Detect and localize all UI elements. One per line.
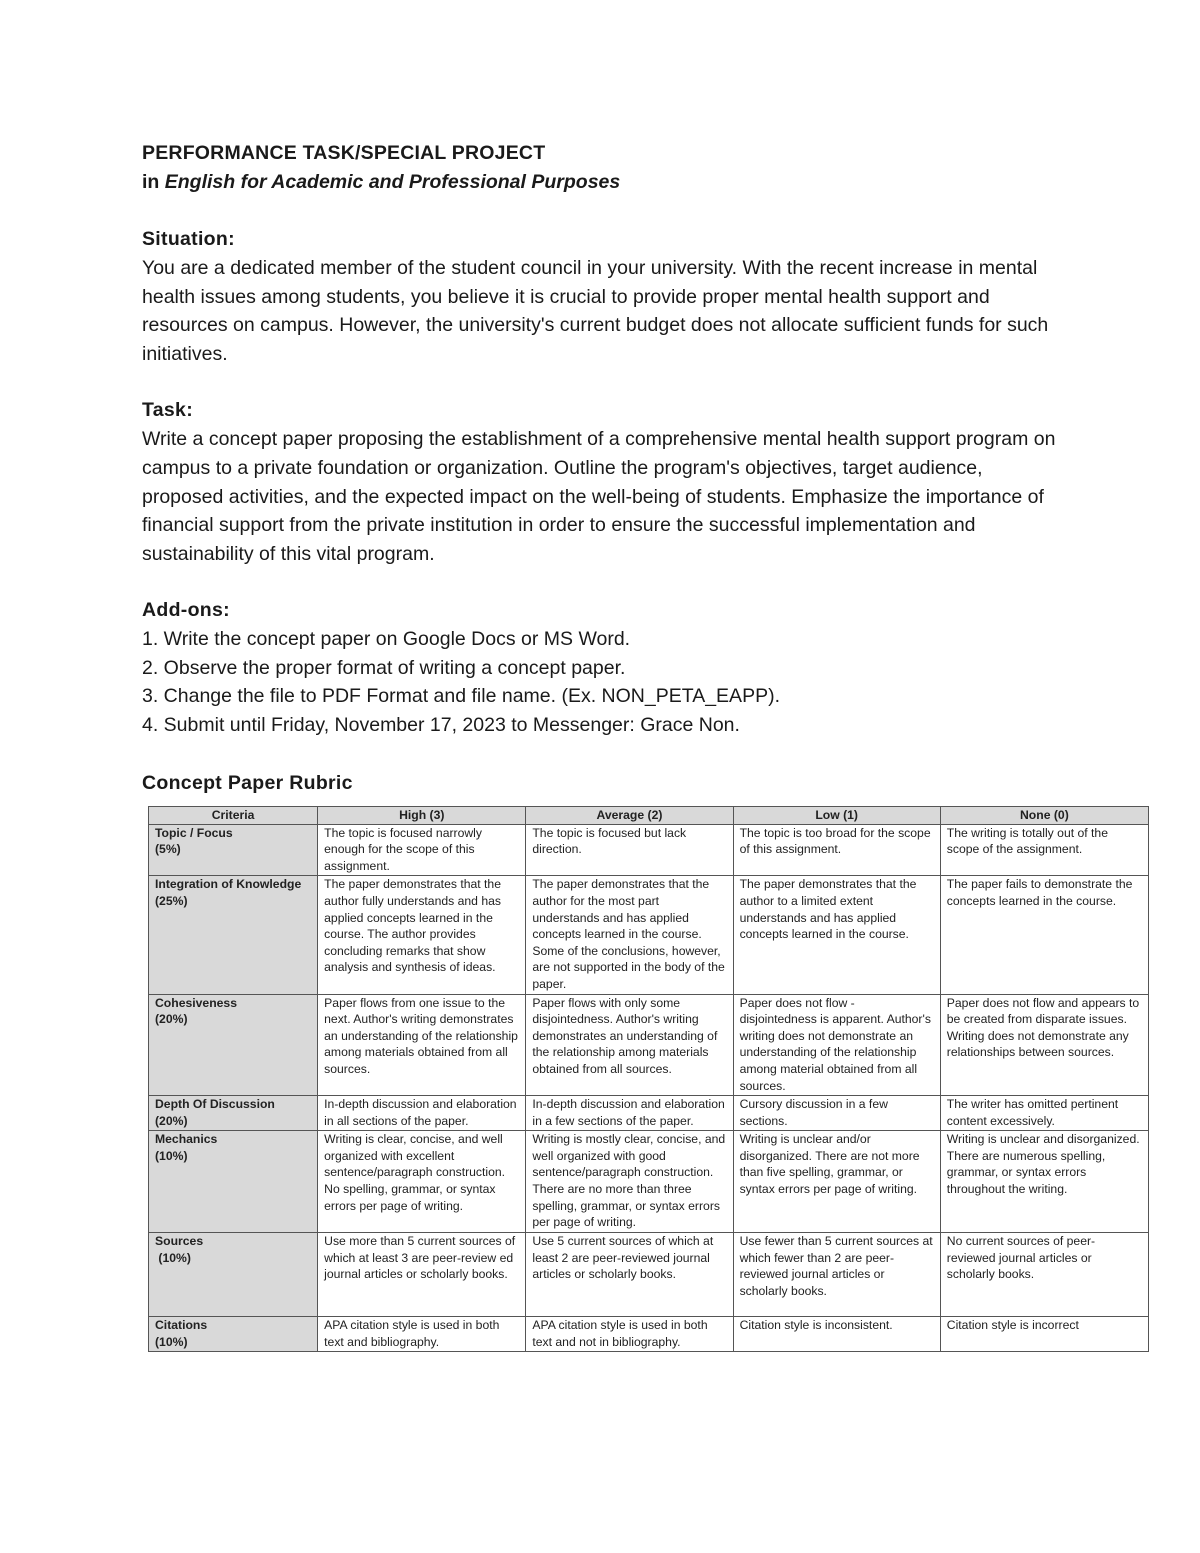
criteria-weight: (20%): [155, 1113, 188, 1128]
high-cell: Writing is clear, concise, and well organized with excellent sentence/paragraph construction. No spelling, grammar, or syntax errors per page of writing.: [318, 1131, 526, 1233]
low-cell: Writing is unclear and/or disorganized. There are not more than five spelling, grammar, or syntax errors per page of writing.: [733, 1131, 940, 1233]
situation-heading: Situation:: [142, 228, 235, 250]
rubric-title: Concept Paper Rubric: [142, 772, 353, 795]
header-average: Average (2): [526, 807, 733, 825]
criteria-cell: [149, 876, 318, 994]
rubric-header-row: [149, 807, 1149, 825]
none-cell: The writing is totally out of the scope of the assignment.: [940, 824, 1148, 876]
low-cell: Paper does not flow - disjointedness is apparent. Author's writing does not demonstrate an understanding of the relationship among material obtained from all sources.: [733, 994, 940, 1096]
criteria-name: Topic / Focus: [155, 825, 233, 840]
none-cell: The paper fails to demonstrate the concepts learned in the course.: [940, 876, 1148, 994]
header-low: Low (1): [733, 807, 940, 825]
low-cell: Use fewer than 5 current sources at which fewer than 2 are peer-reviewed journal articles or scholarly books.: [733, 1233, 940, 1317]
criteria-weight: (20%): [155, 1012, 188, 1027]
criteria-name: Integration of Knowledge: [155, 877, 302, 892]
criteria-cell: [149, 1131, 318, 1233]
criteria-name: Mechanics: [155, 1132, 218, 1147]
average-cell: The paper demonstrates that the author for the most part understands and has applied concepts learned in the course. Some of the conclusions, however, are not supported in the body of the paper.: [526, 876, 733, 994]
criteria-cell: [149, 1096, 318, 1131]
low-cell: Citation style is inconsistent.: [733, 1317, 940, 1352]
average-cell: In-depth discussion and elaboration in a few sections of the paper.: [526, 1096, 733, 1131]
none-cell: Paper does not flow and appears to be created from disparate issues. Writing does not demonstrate any relationships between sources.: [940, 994, 1148, 1096]
average-cell: APA citation style is used in both text and not in bibliography.: [526, 1317, 733, 1352]
criteria-cell: [149, 1233, 318, 1317]
situation-text: You are a dedicated member of the student council in your university. With the recent increase in mental health issues among students, you believe it is crucial to provide proper mental health support and resources on campus. However, the university's current budget does not allocate sufficient funds for such initiatives.: [142, 257, 1049, 365]
average-cell: Use 5 current sources of which at least 2 are peer-reviewed journal articles or scholarly books.: [526, 1233, 733, 1317]
document-subtitle: [142, 168, 1152, 197]
low-cell: Cursory discussion in a few sections.: [733, 1096, 940, 1131]
addons-list: [142, 625, 1152, 739]
document-title: PERFORMANCE TASK/SPECIAL PROJECT: [142, 142, 546, 164]
average-cell: Writing is mostly clear, concise, and well organized with good sentence/paragraph construction. There are no more than three spelling, grammar, or syntax errors per page of writing.: [526, 1131, 733, 1233]
criteria-cell: [149, 1317, 318, 1352]
table-row: [149, 1233, 1149, 1317]
addons-item: 2. Observe the proper format of writing a concept paper.: [142, 656, 626, 679]
task-heading: Task:: [142, 399, 193, 422]
table-row: [149, 1317, 1149, 1352]
criteria-name: Cohesiveness: [155, 995, 237, 1010]
header-high: High (3): [318, 807, 526, 825]
high-cell: Paper flows from one issue to the next. Author's writing demonstrates an understanding of the relationship among materials obtained from all sources.: [318, 994, 526, 1096]
none-cell: The writer has omitted pertinent content excessively.: [940, 1096, 1148, 1131]
low-cell: The paper demonstrates that the author to a limited extent understands and has applied concepts learned in the course.: [733, 876, 940, 994]
none-cell: Writing is unclear and disorganized. There are numerous spelling, grammar, or syntax errors throughout the writing.: [940, 1131, 1148, 1233]
rubric-table: [148, 806, 1149, 1352]
subtitle-prefix: in: [142, 171, 165, 193]
addons-heading: Add-ons:: [142, 599, 230, 622]
average-cell: The topic is focused but lack direction.: [526, 824, 733, 876]
criteria-cell: [149, 824, 318, 876]
addons-item: 1. Write the concept paper on Google Docs or MS Word.: [142, 628, 631, 651]
high-cell: Use more than 5 current sources of which at least 3 are peer-review ed journal articles or scholarly books.: [318, 1233, 526, 1317]
none-cell: Citation style is incorrect: [940, 1317, 1148, 1352]
none-cell: No current sources of peer-reviewed journal articles or scholarly books.: [940, 1233, 1148, 1317]
criteria-name: Sources: [155, 1234, 204, 1249]
task-text: Write a concept paper proposing the establishment of a comprehensive mental health support program on campus to a private foundation or organization. Outline the program's objectives, target audience, proposed activities, and the expected impact on the well-being of students. Emphasize the importance of financial support from the private institution in order to ensure the successful implementation and sustainability of this vital program.: [142, 428, 1056, 565]
criteria-name: Depth Of Discussion: [155, 1097, 275, 1112]
high-cell: The topic is focused narrowly enough for the scope of this assignment.: [318, 824, 526, 876]
high-cell: In-depth discussion and elaboration in all sections of the paper.: [318, 1096, 526, 1131]
criteria-weight: (10%): [155, 1148, 188, 1163]
subtitle-subject: English for Academic and Professional Purposes: [164, 171, 621, 193]
low-cell: The topic is too broad for the scope of this assignment.: [733, 824, 940, 876]
table-row: [149, 1096, 1149, 1131]
average-cell: Paper flows with only some disjointedness. Author's writing demonstrates an understanding of the relationship among materials obtained from all sources.: [526, 994, 733, 1096]
document-page: [142, 138, 1152, 797]
high-cell: APA citation style is used in both text and bibliography.: [318, 1317, 526, 1352]
criteria-cell: [149, 994, 318, 1096]
header-none: None (0): [940, 807, 1148, 825]
table-row: [149, 824, 1149, 876]
criteria-weight: (10%): [155, 1250, 191, 1265]
table-row: [149, 876, 1149, 994]
criteria-name: Citations: [155, 1318, 208, 1333]
addons-item: 3. Change the file to PDF Format and file name. (Ex. NON_PETA_EAPP).: [142, 685, 780, 708]
addons-item: 4. Submit until Friday, November 17, 2023 to Messenger: Grace Non.: [142, 713, 740, 736]
criteria-weight: (25%): [155, 893, 188, 908]
table-row: [149, 1131, 1149, 1233]
table-row: [149, 994, 1149, 1096]
header-criteria: Criteria: [149, 807, 318, 825]
high-cell: The paper demonstrates that the author fully understands and has applied concepts learned in the course. The author provides concluding remarks that show analysis and synthesis of ideas.: [318, 876, 526, 994]
criteria-weight: (10%): [155, 1334, 188, 1349]
criteria-weight: (5%): [155, 842, 181, 857]
